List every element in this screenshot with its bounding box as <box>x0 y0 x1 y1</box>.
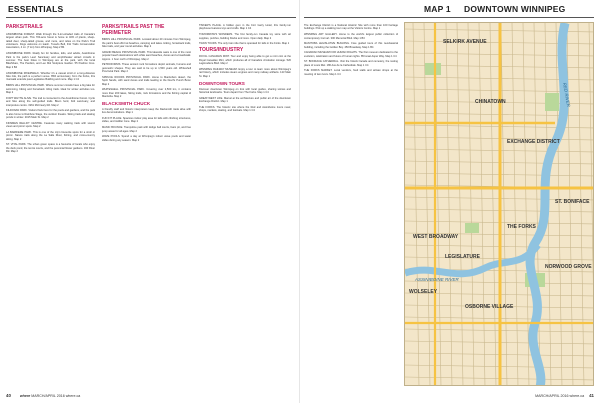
street-line <box>589 23 594 386</box>
river-label: ASSINIBOINE RIVER <box>415 277 459 282</box>
map-label: SELKIRK AVENUE <box>443 39 487 45</box>
section-title: ESSENTIALS <box>8 4 64 14</box>
page-number: 40 <box>6 393 11 398</box>
article-paragraph: Discover downtown Winnipeg on foot with local guides, sharing stories and historical landmarks. Tours depart from The Forks. Map 1 C4 <box>199 87 291 94</box>
left-column-2 <box>102 24 191 386</box>
brand-logo: where <box>19 394 31 398</box>
left-column-3 <box>199 24 291 386</box>
section-heading: PARKS/TRAILS <box>6 24 43 30</box>
article-paragraph: LA BARRIERE PARK. This is one of the city's favourite spots for a stroll or picnic. Nature trails along the La Salle River, fishing, and cross-country skiing. Map 2 <box>6 130 95 141</box>
article-paragraph: ASSINIBOINE FOREST. Walk through the 3-km-shaded trails of Canada's largest urban park. This 700-acre forest is home to 40% of plants, sharp-tailed deer, sharp-tailed grouse, and more, and relies on the Park's Trail volunteers. Dogs welcome on leash. Tuxedo Bell, 911 Trails Conservation Association, 4 mi. (7 km) from Winnipeg. Map 2 B4 <box>6 32 95 50</box>
map-graphic <box>405 23 594 386</box>
article-paragraph: ROYAL CANADIAN MINT. Tour and enjoy being able to get a mint coin at the Royal Canadian Mint, which produces all of Canada's circulation coinage. 520 Lagimodiere Blvd. Map 2 <box>199 55 291 66</box>
article-paragraph: BIRDS HILL PROVINCIAL PARK. Located about 20 minutes from Winnipeg, the park's best effort at beaches, camping and lakes. Hiking, horseback trails, bike trails, and year round activities. Map 2 <box>102 38 191 49</box>
issue-date: MARCH/APRIL 2016 <box>31 394 65 398</box>
street-line <box>468 23 474 386</box>
map-label: EXCHANGE DISTRICT <box>507 139 560 145</box>
map-label: WEST BROADWAY <box>413 234 459 240</box>
article-paragraph: KILDONAN PARK. Visitors flock here for the pools and gardens, and the park is also home to Rainbow Stage, the outdoor theatre. Skiing trails and skating ponds in winter. 2015 Main St. Map 2 <box>6 109 95 120</box>
article-paragraph: SPRUCE WOODS PROVINCIAL PARK. Home to Manitoba's desert, the Spirit Sands, with sand dunes and trails leading to the Devil's Punch Bowl. Map 2 <box>102 75 191 86</box>
park-area <box>545 93 559 111</box>
article-paragraph: CANADIAN MUSEUM FOR HUMAN RIGHTS. The first museum dedicated to the evolution, celebration and future of human rights. 85 Israel Asper Way. Map 1 C4 <box>304 51 398 58</box>
map-title: DOWNTOWN WINNIPEG <box>464 4 566 14</box>
river-label: RED RIVER <box>562 82 572 108</box>
article-paragraph: ASSINIBOINE RIVERWALK. Whether it's a casual stroll or a long-distance bike ride, the path is a perfect venue. 85th anniversary, from the Forks, this riverwalk extends past Legislative Building and more. Map 1 C4 <box>6 71 95 82</box>
map-number: MAP 1 <box>424 4 451 14</box>
article-paragraph: The Exchange District is a National Historic Site with more than 100 heritage buildings. Pick up a walking tour map at the Visitors Centre. Map 1 <box>304 24 398 31</box>
article-paragraph: A friendly staff and historic interpreters keep the blacksmith trade alive with live demonstrations. Map 1 <box>102 107 191 115</box>
article-paragraph: TINKER'S PLACE. A hidden gem in the Fort Garry Hotel, this family-run playhouse features toys and crafts. Map 1 C4 <box>199 24 291 31</box>
article-paragraph: GREAT-WEST LIFE. Marvel at the architecture and public art of the downtown Exchange District. Map 1 <box>199 96 291 104</box>
article-paragraph: FUN FIT PLACE. Spacious indoor play area for kids with climbing structures, slides, and toddler zone. Map 2 <box>102 117 191 124</box>
article-paragraph: THE FORKS. The historic site where the Red and Assiniboine rivers meet; shops, markets, skating, and festivals. Map 1 C4 <box>199 105 291 113</box>
article-paragraph: TRAIN TOURS. The only train ride that is operated for kids in the Forks. Map 1 <box>199 42 290 46</box>
park-area <box>425 63 441 75</box>
page-gutter <box>299 0 300 403</box>
article-paragraph: BIRDS HILL PROVINCIAL PARK. Where summer crowds have a big lake for swimming, biking and horseback riding trails. Ideal for winter activities too. Map 2 <box>6 84 95 94</box>
left-column-1 <box>6 24 95 386</box>
article-paragraph: ST. BONIFACE CATHEDRAL. Visit the historic facade and cemetery, the resting place of Louis Riel. 180 Ave de la Cathedrale. Map 1 C4 <box>304 60 398 67</box>
street-line <box>490 23 496 386</box>
website[interactable]: where.ca <box>569 394 585 398</box>
issue-date: MARCH/APRIL 2016 <box>535 394 569 398</box>
article-paragraph: ST. VITAL PARK. The urban green space is a favourite of locals who enjoy the duck pond, the tennis courts, and the perennial flower gardens. 190 River Rd. Map 2 <box>6 143 95 154</box>
article-paragraph: WAVE POOLS. Spend a day at Winnipeg's indoor wave pools and water slides during any season. Map 2 <box>102 135 191 142</box>
left-footer <box>6 391 296 400</box>
right-footer <box>304 391 594 400</box>
park-area <box>465 223 479 233</box>
article-paragraph: GRAND BEACH PROVINCIAL PARK. This lakeside oasis is one of the most popular beach destinations with white sand beaches, dunes and a boardwalk. Approx. 1 hour north of Winnipeg. Map 2 <box>102 50 191 61</box>
street-line <box>457 23 463 386</box>
article-paragraph: ASSINIBOINE PARK. Really fun for families, kids, and adults, Assiniboine Park is the park's Leaf. Sanctuary and amphitheater attract crowds in summer. The best bikes in Winnipeg are at the park, with the local BikeShare, The Pavilion, and Leo Mol Sculpture Garden. 55 Pavilion Cres. Map 2 B4 <box>6 52 95 69</box>
map-label: THE FORKS <box>507 224 536 230</box>
left-page-header <box>6 3 296 18</box>
map-label: CHINATOWN <box>475 99 506 105</box>
map-label: ST. BONIFACE <box>555 199 590 205</box>
right-page-header <box>304 3 594 18</box>
downtown-map[interactable] <box>404 22 594 386</box>
article-paragraph: MANITOBA LEGISLATIVE BUILDING. Free guided tours of this neoclassical building, including the Golden Boy. 450 Broadway. Map 1 B4 <box>304 42 398 49</box>
article-paragraph: TOMORROW'S WONDERS. The first family-run Canada toy store with art supplies, puzzles, building blocks and more. Open daily. Map 2 <box>199 33 291 40</box>
website[interactable]: where.ca <box>65 394 81 398</box>
section-heading: TOURS/INDUSTRY <box>199 46 244 53</box>
street-line <box>501 23 507 386</box>
section-heading: PARKS/TRAILS PAST THE PERIMETER <box>102 24 165 36</box>
map-label: LEGISLATURE <box>445 254 480 260</box>
article-paragraph: WINNIPEG ART GALLERY. Home to the world's largest public collection of contemporary Inuit art. 300 Memorial Blvd. Map 1 B3 <box>304 33 398 40</box>
right-text-column <box>304 24 398 386</box>
map-label: OSBORNE VILLAGE <box>465 304 514 310</box>
page-number: 41 <box>589 393 594 398</box>
article-paragraph: PETROFORMS. These ancient rock formations depict animals, humans and geometric shapes. They are said to be up to 1,500 years old. Whiteshell Provincial Park. Map 2 <box>102 63 191 74</box>
street-line <box>523 23 529 386</box>
article-paragraph: MANIC BOUNCE. Trampoline park with dodge ball courts, foam pit, and free jump areas for all ages. Map 2 <box>102 126 191 133</box>
map-label: WOLSELEY <box>409 289 438 295</box>
article-paragraph: WHITESHELL PROVINCIAL PARK. Covering over 2,500 km, it contains more than 200 lakes, hiking trails, rock formations and the fishing capital of Manitoba. Map 2 <box>102 88 191 99</box>
section-heading: DOWNTOWN TOURS <box>199 80 245 86</box>
section-heading: BLACKSMITH CHUCK <box>102 100 151 106</box>
map-label: NORWOOD GROVE <box>545 264 592 270</box>
street-line <box>479 23 485 386</box>
article-paragraph: KINSMEN REH-FIT CENTRE. Features many walking trails with scenic views and picnic spots. Map 2 <box>6 121 95 129</box>
street-line <box>512 23 518 386</box>
article-paragraph: THE FORKS MARKET. Local vendors, food stalls and artisan shops at the meeting of two rivers. Map 1 C4 <box>304 69 398 76</box>
article-paragraph: FORT WHYTE ALIVE. The trail is connected to the Assiniboine Forest. Cycle and hike along the self-guided trails. Bison herd, bird sanctuary, and interpretive centre. 1961 McCreary Rd. Map 2 <box>6 96 95 107</box>
article-paragraph: WINNIPEG RAILWAY MUSEUM. Enjoy a tour to learn more about Winnipeg's rail history, which includes steam engines and many railway artifacts. 123 Main St. Map 1 <box>199 67 291 78</box>
